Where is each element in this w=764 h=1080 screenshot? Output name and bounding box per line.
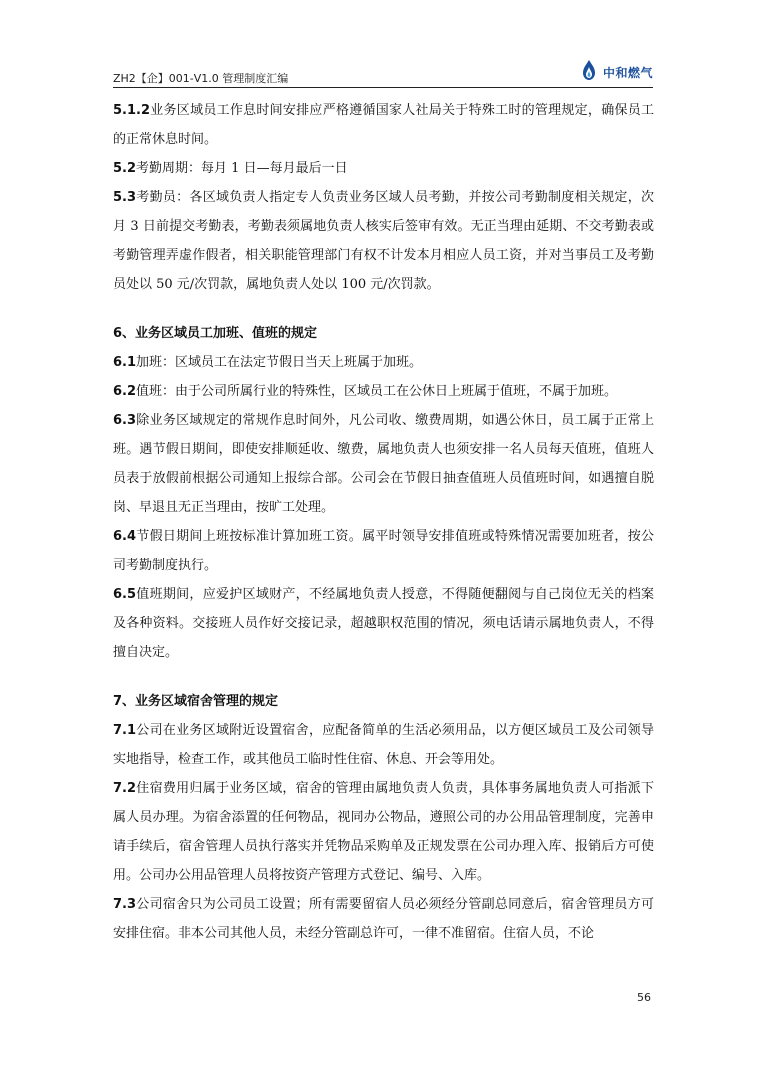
clause-number: 5.2 — [113, 161, 137, 176]
clause-number: 6.5 — [113, 587, 137, 602]
paragraph-6-1 — [113, 348, 654, 377]
clause-text: 业务区域员工作息时间安排应严格遵循国家人社局关于特殊工时的管理规定，确保员工的正常休息时间。 — [113, 103, 654, 147]
paragraph-6-5 — [113, 580, 654, 667]
clause-text: 住宿费用归属于业务区域，宿舍的管理由属地负责人负责，具体事务属地负责人可指派下属人员办理。为宿舍添置的任何物品，视同办公物品，遵照公司的办公用品管理制度，完善申请手续后，宿舍管理人员执行落实并凭物品采购单及正规发票在公司办理入库、报销后方可使用。公司办公用品管理人员将按资产管理方式登记、编号、入库。 — [113, 781, 654, 883]
document-body — [113, 96, 654, 948]
paragraph-5-1-2 — [113, 96, 654, 154]
logo-text: 中和燃气 — [602, 65, 653, 80]
section-heading-6: 6、业务区域员工加班、值班的规定 — [113, 326, 318, 341]
clause-number: 7.2 — [113, 781, 137, 796]
section-heading-7: 7、业务区域宿舍管理的规定 — [113, 694, 279, 709]
header-divider — [113, 87, 653, 88]
paragraph-5-2 — [113, 154, 654, 183]
paragraph-5-3 — [113, 183, 654, 299]
page-header — [113, 56, 653, 90]
flame-icon — [578, 59, 600, 85]
clause-text: 除业务区域规定的常规作息时间外，凡公司收、缴费周期，如遇公休日，员工属于正常上班。遇节假日期间，即使安排顺延收、缴费，属地负责人也须安排一名人员每天值班，值班人员表于放假前根据公司通知上报综合部。公司会在节假日抽查值班人员值班时间，如遇擅自脱岗、早退且无正当理由，按旷工处理。 — [113, 413, 654, 515]
clause-text: 加班：区域员工在法定节假日当天上班属于加班。 — [136, 355, 423, 370]
paragraph-7-2 — [113, 774, 654, 890]
clause-text: 考勤周期：每月 1 日—每月最后一日 — [136, 161, 348, 176]
clause-number: 6.3 — [113, 413, 137, 428]
paragraph-6-4 — [113, 522, 654, 580]
page-number: 56 — [637, 991, 651, 1004]
clause-text: 考勤员：各区域负责人指定专人负责业务区域人员考勤，并按公司考勤制度相关规定，次月 3 日前提交考勤表，考勤表须属地负责人核实后签审有效。无正当理由延期、不交考勤表或考勤管理弄虚作假者，相关职能管理部门有权不计发本月相应人员工资，并对当事员工及考勤员处以 50 元/次罚款，属地负责人处以 100 元/次罚款。 — [113, 190, 654, 292]
clause-number: 7.3 — [113, 897, 137, 912]
clause-text: 值班：由于公司所属行业的特殊性，区域员工在公休日上班属于值班，不属于加班。 — [136, 384, 618, 399]
clause-text: 公司在业务区域附近设置宿舍，应配备简单的生活必须用品，以方便区域员工及公司领导实地指导，检查工作，或其他员工临时性住宿、休息、开会等用处。 — [113, 723, 654, 767]
spacer — [113, 667, 654, 687]
spacer — [113, 299, 654, 319]
paragraph-7-3 — [113, 890, 654, 948]
clause-number: 5.1.2 — [113, 103, 151, 118]
clause-number: 6.1 — [113, 355, 137, 370]
paragraph-6-2 — [113, 377, 654, 406]
clause-number: 7.1 — [113, 723, 137, 738]
clause-text: 公司宿舍只为公司员工设置；所有需要留宿人员必须经分管副总同意后，宿舍管理员方可安排住宿。非本公司其他人员，未经分管副总许可，一律不准留宿。住宿人员，不论 — [113, 897, 654, 941]
clause-number: 6.2 — [113, 384, 137, 399]
clause-number: 6.4 — [113, 529, 137, 544]
clause-text: 节假日期间上班按标准计算加班工资。属平时领导安排值班或特殊情况需要加班者，按公司考勤制度执行。 — [113, 529, 654, 573]
document-code-title: ZH2【企】001-V1.0 管理制度汇编 — [113, 72, 289, 85]
clause-text: 值班期间，应爱护区域财产，不经属地负责人授意，不得随便翻阅与自己岗位无关的档案及各种资料。交接班人员作好交接记录，超越职权范围的情况，须电话请示属地负责人，不得擅自决定。 — [113, 587, 654, 660]
paragraph-6-3 — [113, 406, 654, 522]
clause-number: 5.3 — [113, 190, 137, 205]
paragraph-7-1 — [113, 716, 654, 774]
company-logo — [578, 60, 653, 84]
